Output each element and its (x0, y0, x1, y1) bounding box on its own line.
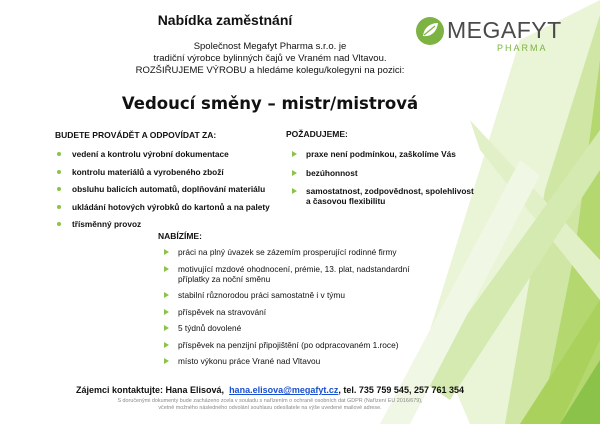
list-item-continuation: a časovou flexibilitu (306, 196, 386, 206)
bullet-icon (292, 170, 297, 176)
company-logo (415, 14, 562, 54)
bullet-icon (164, 325, 169, 331)
contact-line (0, 385, 600, 395)
list-item: bezúhonnost (290, 168, 474, 178)
list-item: vedení a kontrolu výrobní dokumentace (56, 149, 270, 159)
gdpr-notice (0, 398, 600, 412)
intro-line: Společnost Megafyt Pharma s.r.o. je (193, 41, 347, 52)
intro-line: ROZŠIŘUJEME VÝROBU a hledáme kolegu/kolegyni na pozici: (135, 65, 405, 76)
bullet-icon (164, 358, 169, 364)
list-item: ukládání hotových výrobků do kartonů a na palety (56, 202, 270, 212)
list-item: příspěvek na stravování (162, 307, 410, 317)
company-intro (130, 41, 410, 77)
contact-email-link[interactable]: hana.elisova@megafyt.cz (229, 385, 339, 395)
list-item: praxe není podmínkou, zaškolíme Vás (290, 149, 474, 159)
bullet-icon (164, 249, 169, 255)
list-item: místo výkonu práce Vrané nad Vltavou (162, 356, 410, 366)
offers-list (162, 247, 410, 366)
bullet-icon (292, 188, 297, 194)
duties-list (56, 149, 270, 229)
list-item: obsluhu balicích automatů, doplňování materiálu (56, 184, 270, 194)
bullet-icon (164, 342, 169, 348)
leaf-icon (415, 16, 445, 46)
bullet-icon (57, 152, 61, 156)
list-item: stabilní různorodou práci samostatně i v týmu (162, 290, 410, 300)
page-title: Nabídka zaměstnání (157, 12, 293, 28)
bullet-icon (57, 205, 61, 209)
list-item: samostatnost, zodpovědnost, spolehlivost (290, 186, 474, 196)
bullet-icon (164, 292, 169, 298)
bullet-icon (164, 309, 169, 315)
bullet-icon (57, 170, 61, 174)
position-heading: Vedoucí směny – mistr/mistrová (121, 94, 419, 113)
list-item: kontrolu materiálů a vyrobeného zboží (56, 167, 270, 177)
bullet-icon (57, 187, 61, 191)
offers-heading: NABÍZÍME: (158, 231, 202, 241)
list-item-continuation: příplatky za noční směnu (178, 273, 271, 284)
contact-phone: , tel. 735 759 545, 257 761 354 (338, 385, 464, 395)
list-item: třísměnný provoz (56, 219, 270, 229)
list-item: 5 týdnů dovolené (162, 323, 410, 333)
requirements-heading: POŽADUJEME: (286, 129, 348, 139)
logo-subtitle: PHARMA (497, 43, 548, 53)
gdpr-line: S doručenými dokumenty bude zacházeno zcela v souladu s nařízením o ochraně osobních dat GDPR (Nařízení EU 2016/679), (117, 398, 423, 404)
logo-wordmark: MEGAFYT (447, 17, 562, 43)
bullet-icon (292, 151, 297, 157)
list-item: práci na plný úvazek se zázemím prosperující rodinné firmy (162, 247, 410, 257)
bullet-icon (57, 222, 61, 226)
bullet-icon (164, 266, 169, 272)
duties-heading: BUDETE PROVÁDĚT A ODPOVÍDAT ZA: (55, 130, 217, 140)
list-item: příspěvek na penzijní připojištění (po odpracovaném 1.roce) (162, 340, 410, 350)
list-item: motivující mzdové ohodnocení, prémie, 13. plat, nadstandardní (162, 264, 410, 274)
gdpr-line: včetně možného následného odvolání souhlasu odesílatele na výše uvedené mailové adrese. (158, 405, 382, 411)
requirements-list (290, 149, 474, 206)
intro-line: tradiční výrobce bylinných čajů ve Vraném nad Vltavou. (153, 53, 387, 64)
contact-prefix: Zájemci kontaktujte: Hana Elisová, (75, 385, 225, 395)
